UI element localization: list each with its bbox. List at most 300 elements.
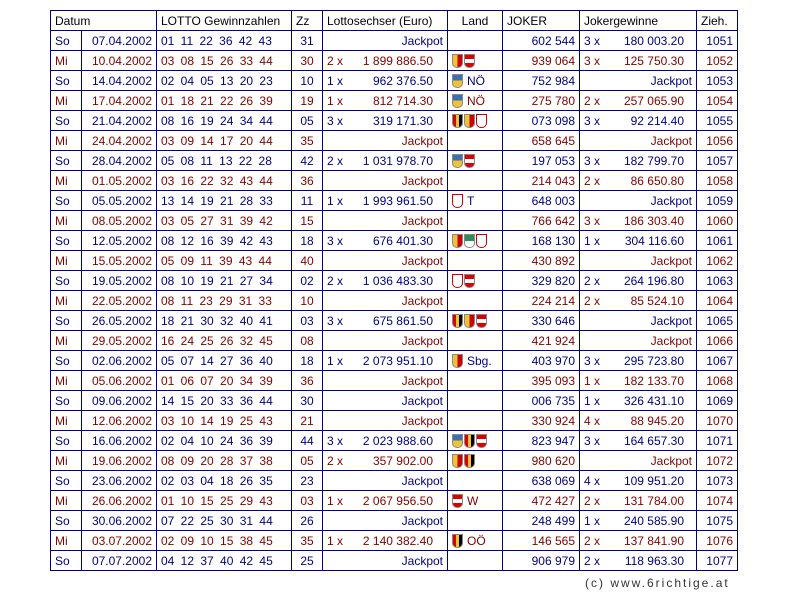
joker-prize-cell <box>580 431 697 451</box>
prize-cell: Jackpot <box>323 291 448 311</box>
state-cell <box>448 151 503 171</box>
joker-winner-count: 1 x <box>584 233 601 248</box>
winning-numbers-cell: 05 08 11 13 22 28 <box>157 151 292 171</box>
joker-prize-amount: 137 841.90 <box>623 533 684 548</box>
winning-numbers-cell: 01 18 21 22 26 39 <box>157 91 292 111</box>
joker-prize-amount: 182 799.70 <box>623 153 684 168</box>
coat-of-arms-icon <box>464 154 475 168</box>
joker-winner-count: 2 x <box>584 273 601 288</box>
coat-of-arms-icon <box>452 74 463 88</box>
weekday-cell: So <box>51 31 82 51</box>
state-label: NÖ <box>467 73 485 88</box>
draw-number-cell: 1068 <box>697 371 738 391</box>
date-cell: 28.04.2002 <box>82 151 157 171</box>
joker-prize-cell <box>580 91 697 111</box>
weekday-cell: So <box>51 191 82 211</box>
prize-amount: 2 073 951.10 <box>362 353 433 368</box>
joker-prize-amount: 86 650.80 <box>630 173 684 188</box>
weekday-cell: Mi <box>51 91 82 111</box>
header-lotto: LOTTO Gewinnzahlen <box>157 11 292 31</box>
joker-winner-count: 4 x <box>584 413 601 428</box>
prize-cell <box>323 151 448 171</box>
joker-prize-amount: 186 303.40 <box>623 213 684 228</box>
state-cell <box>448 331 503 351</box>
draw-number-cell: 1060 <box>697 211 738 231</box>
prize-amount: 812 714.30 <box>372 93 433 108</box>
draw-number-cell: 1055 <box>697 111 738 131</box>
prize-cell <box>323 311 448 331</box>
date-cell: 19.06.2002 <box>82 451 157 471</box>
state-cell <box>448 111 503 131</box>
header-joker: JOKER <box>503 11 580 31</box>
coat-of-arms-icon <box>452 194 463 208</box>
joker-number-cell: 602 544 <box>503 31 580 51</box>
joker-number-cell: 658 645 <box>503 131 580 151</box>
joker-prize-cell <box>580 231 697 251</box>
draw-number-cell: 1077 <box>697 551 738 571</box>
joker-number-cell: 766 642 <box>503 211 580 231</box>
joker-prize-cell <box>580 111 697 131</box>
winning-numbers-cell: 03 05 27 31 39 42 <box>157 211 292 231</box>
table-row <box>51 151 738 171</box>
state-cell <box>448 231 503 251</box>
results-body <box>51 31 738 571</box>
joker-winner-count: 2 x <box>584 173 601 188</box>
state-cell <box>448 191 503 211</box>
winning-numbers-cell: 08 09 20 28 37 38 <box>157 451 292 471</box>
joker-number-cell: 224 214 <box>503 291 580 311</box>
joker-prize-amount: 326 431.10 <box>623 393 684 408</box>
weekday-cell: Mi <box>51 131 82 151</box>
prize-amount: 1 899 886.50 <box>362 53 433 68</box>
winning-numbers-cell: 02 09 10 15 38 45 <box>157 531 292 551</box>
bonus-number-cell: 21 <box>292 411 323 431</box>
winning-numbers-cell: 13 14 19 21 28 33 <box>157 191 292 211</box>
bonus-number-cell: 25 <box>292 551 323 571</box>
prize-cell: Jackpot <box>323 131 448 151</box>
date-cell: 19.05.2002 <box>82 271 157 291</box>
draw-number-cell: 1064 <box>697 291 738 311</box>
weekday-cell: Mi <box>51 531 82 551</box>
draw-number-cell: 1062 <box>697 251 738 271</box>
joker-number-cell: 275 780 <box>503 91 580 111</box>
joker-winner-count: 3 x <box>584 153 601 168</box>
joker-prize-cell <box>580 531 697 551</box>
bonus-number-cell: 05 <box>292 111 323 131</box>
joker-number-cell: 006 735 <box>503 391 580 411</box>
bonus-number-cell: 42 <box>292 151 323 171</box>
joker-winner-count: 2 x <box>584 293 601 308</box>
copyright-footer: (c) www.6richtige.at <box>585 576 730 590</box>
draw-number-cell: 1067 <box>697 351 738 371</box>
state-label: W <box>467 493 479 508</box>
bonus-number-cell: 10 <box>292 291 323 311</box>
bonus-number-cell: 31 <box>292 31 323 51</box>
date-cell: 29.05.2002 <box>82 331 157 351</box>
state-label: Sbg. <box>467 353 492 368</box>
weekday-cell: Mi <box>51 491 82 511</box>
state-label: T <box>467 193 475 208</box>
bonus-number-cell: 36 <box>292 371 323 391</box>
draw-number-cell: 1074 <box>697 491 738 511</box>
joker-prize-cell <box>580 511 697 531</box>
state-cell <box>448 251 503 271</box>
joker-prize-amount: 92 214.40 <box>630 113 684 128</box>
joker-number-cell: 146 565 <box>503 531 580 551</box>
coat-of-arms-icon <box>452 234 463 248</box>
date-cell: 12.05.2002 <box>82 231 157 251</box>
coat-of-arms-icon <box>464 114 475 128</box>
state-cell <box>448 551 503 571</box>
draw-number-cell: 1069 <box>697 391 738 411</box>
joker-prize-amount: 88 945.20 <box>630 413 684 428</box>
prize-amount: 1 036 483.30 <box>362 273 433 288</box>
joker-prize-cell <box>580 271 697 291</box>
bonus-number-cell: 18 <box>292 231 323 251</box>
prize-cell: Jackpot <box>323 511 448 531</box>
weekday-cell: Mi <box>51 331 82 351</box>
date-cell: 07.04.2002 <box>82 31 157 51</box>
winner-count: 1 x <box>327 353 344 368</box>
state-label: OÖ <box>467 533 486 548</box>
date-cell: 24.04.2002 <box>82 131 157 151</box>
winning-numbers-cell: 08 16 19 24 34 44 <box>157 111 292 131</box>
joker-number-cell: 248 499 <box>503 511 580 531</box>
prize-cell <box>323 51 448 71</box>
joker-prize-amount: 240 585.90 <box>623 513 684 528</box>
table-row <box>51 251 738 271</box>
weekday-cell: Mi <box>51 371 82 391</box>
winner-count: 3 x <box>327 233 344 248</box>
joker-number-cell: 197 053 <box>503 151 580 171</box>
coat-of-arms-icon <box>476 314 487 328</box>
prize-cell <box>323 351 448 371</box>
joker-prize-cell <box>580 31 697 51</box>
winner-count: 3 x <box>327 433 344 448</box>
weekday-cell: Mi <box>51 291 82 311</box>
prize-cell <box>323 271 448 291</box>
joker-prize-amount: 164 657.30 <box>623 433 684 448</box>
date-cell: 05.06.2002 <box>82 371 157 391</box>
weekday-cell: So <box>51 431 82 451</box>
date-cell: 09.06.2002 <box>82 391 157 411</box>
coat-of-arms-icon <box>452 534 463 548</box>
table-row <box>51 471 738 491</box>
draw-number-cell: 1066 <box>697 331 738 351</box>
joker-winner-count: 1 x <box>584 513 601 528</box>
prize-cell <box>323 111 448 131</box>
winner-count: 1 x <box>327 93 344 108</box>
joker-winner-count: 1 x <box>584 393 601 408</box>
joker-winner-count: 3 x <box>584 113 601 128</box>
coat-of-arms-icon <box>452 154 463 168</box>
coat-of-arms-icon <box>452 434 463 448</box>
draw-number-cell: 1076 <box>697 531 738 551</box>
winner-count: 3 x <box>327 113 344 128</box>
prize-cell: Jackpot <box>323 411 448 431</box>
prize-amount: 2 067 956.50 <box>362 493 433 508</box>
winning-numbers-cell: 08 12 16 39 42 43 <box>157 231 292 251</box>
joker-prize-cell <box>580 371 697 391</box>
date-cell: 16.06.2002 <box>82 431 157 451</box>
table-row <box>51 371 738 391</box>
joker-number-cell: 168 130 <box>503 231 580 251</box>
draw-number-cell: 1075 <box>697 511 738 531</box>
state-cell <box>448 491 503 511</box>
coat-of-arms-icon <box>476 114 487 128</box>
coat-of-arms-icon <box>464 454 475 468</box>
bonus-number-cell: 30 <box>292 391 323 411</box>
state-cell <box>448 351 503 371</box>
state-cell <box>448 291 503 311</box>
date-cell: 15.05.2002 <box>82 251 157 271</box>
header-zieh: Zieh. <box>697 11 738 31</box>
joker-number-cell: 403 970 <box>503 351 580 371</box>
prize-amount: 1 031 978.70 <box>362 153 433 168</box>
table-row <box>51 351 738 371</box>
table-row <box>51 411 738 431</box>
header-lottosechser: Lottosechser (Euro) <box>323 11 448 31</box>
joker-number-cell: 330 646 <box>503 311 580 331</box>
prize-cell <box>323 191 448 211</box>
draw-number-cell: 1061 <box>697 231 738 251</box>
header-zz: Zz <box>292 11 323 31</box>
joker-number-cell: 073 098 <box>503 111 580 131</box>
joker-prize-amount: 264 196.80 <box>623 273 684 288</box>
date-cell: 17.04.2002 <box>82 91 157 111</box>
table-row <box>51 511 738 531</box>
joker-prize-cell: Jackpot <box>580 251 697 271</box>
draw-number-cell: 1072 <box>697 451 738 471</box>
prize-cell: Jackpot <box>323 31 448 51</box>
table-row <box>51 31 738 51</box>
state-cell <box>448 211 503 231</box>
joker-prize-cell <box>580 351 697 371</box>
joker-winner-count: 2 x <box>584 93 601 108</box>
joker-prize-cell <box>580 211 697 231</box>
winning-numbers-cell: 08 11 23 29 31 33 <box>157 291 292 311</box>
winner-count: 1 x <box>327 533 344 548</box>
state-cell <box>448 371 503 391</box>
weekday-cell: So <box>51 391 82 411</box>
bonus-number-cell: 08 <box>292 331 323 351</box>
winning-numbers-cell: 03 10 14 19 25 43 <box>157 411 292 431</box>
joker-winner-count: 2 x <box>584 553 601 568</box>
state-cell <box>448 451 503 471</box>
winner-count: 2 x <box>327 273 344 288</box>
winning-numbers-cell: 01 11 22 36 42 43 <box>157 31 292 51</box>
joker-number-cell: 330 924 <box>503 411 580 431</box>
table-row <box>51 531 738 551</box>
joker-prize-amount: 295 723.80 <box>623 353 684 368</box>
joker-winner-count: 2 x <box>584 533 601 548</box>
coat-of-arms-icon <box>452 114 463 128</box>
joker-number-cell: 906 979 <box>503 551 580 571</box>
prize-amount: 676 401.30 <box>372 233 433 248</box>
table-row <box>51 211 738 231</box>
winning-numbers-cell: 02 03 04 18 26 35 <box>157 471 292 491</box>
bonus-number-cell: 03 <box>292 491 323 511</box>
joker-winner-count: 1 x <box>584 373 601 388</box>
bonus-number-cell: 03 <box>292 311 323 331</box>
bonus-number-cell: 44 <box>292 431 323 451</box>
date-cell: 26.06.2002 <box>82 491 157 511</box>
prize-cell <box>323 531 448 551</box>
coat-of-arms-icon <box>464 54 475 68</box>
coat-of-arms-icon <box>476 234 487 248</box>
joker-number-cell: 638 069 <box>503 471 580 491</box>
table-row <box>51 451 738 471</box>
table-row <box>51 551 738 571</box>
winning-numbers-cell: 04 12 37 40 42 45 <box>157 551 292 571</box>
date-cell: 10.04.2002 <box>82 51 157 71</box>
joker-prize-cell: Jackpot <box>580 331 697 351</box>
joker-prize-cell <box>580 551 697 571</box>
bonus-number-cell: 36 <box>292 171 323 191</box>
date-cell: 07.07.2002 <box>82 551 157 571</box>
joker-number-cell: 980 620 <box>503 451 580 471</box>
joker-prize-amount: 180 003.20 <box>623 33 684 48</box>
weekday-cell: So <box>51 511 82 531</box>
table-row <box>51 331 738 351</box>
draw-number-cell: 1057 <box>697 151 738 171</box>
table-row <box>51 391 738 411</box>
joker-winner-count: 3 x <box>584 353 601 368</box>
date-cell: 02.06.2002 <box>82 351 157 371</box>
bonus-number-cell: 35 <box>292 531 323 551</box>
winning-numbers-cell: 02 04 10 24 36 39 <box>157 431 292 451</box>
prize-cell: Jackpot <box>323 171 448 191</box>
table-row <box>51 51 738 71</box>
header-jokergewinne: Jokergewinne <box>580 11 697 31</box>
coat-of-arms-icon <box>464 234 475 248</box>
weekday-cell: Mi <box>51 251 82 271</box>
draw-number-cell: 1052 <box>697 51 738 71</box>
bonus-number-cell: 19 <box>292 91 323 111</box>
joker-number-cell: 421 924 <box>503 331 580 351</box>
winner-count: 1 x <box>327 73 344 88</box>
bonus-number-cell: 35 <box>292 131 323 151</box>
date-cell: 14.04.2002 <box>82 71 157 91</box>
winning-numbers-cell: 03 09 14 17 20 44 <box>157 131 292 151</box>
date-cell: 08.05.2002 <box>82 211 157 231</box>
draw-number-cell: 1059 <box>697 191 738 211</box>
joker-prize-cell: Jackpot <box>580 131 697 151</box>
winning-numbers-cell: 16 24 25 26 32 45 <box>157 331 292 351</box>
winning-numbers-cell: 08 10 19 21 27 34 <box>157 271 292 291</box>
table-row <box>51 291 738 311</box>
prize-cell <box>323 71 448 91</box>
table-row <box>51 111 738 131</box>
weekday-cell: So <box>51 151 82 171</box>
state-cell <box>448 31 503 51</box>
winning-numbers-cell: 07 22 25 30 31 44 <box>157 511 292 531</box>
date-cell: 05.05.2002 <box>82 191 157 211</box>
joker-number-cell: 752 984 <box>503 71 580 91</box>
winning-numbers-cell: 05 09 11 39 43 44 <box>157 251 292 271</box>
draw-number-cell: 1053 <box>697 71 738 91</box>
state-cell <box>448 131 503 151</box>
joker-number-cell: 823 947 <box>503 431 580 451</box>
joker-number-cell: 395 093 <box>503 371 580 391</box>
joker-prize-amount: 131 784.00 <box>623 493 684 508</box>
table-row <box>51 71 738 91</box>
header-datum: Datum <box>51 11 157 31</box>
joker-prize-cell: Jackpot <box>580 311 697 331</box>
prize-cell: Jackpot <box>323 251 448 271</box>
prize-cell: Jackpot <box>323 551 448 571</box>
joker-prize-amount: 109 951.20 <box>623 473 684 488</box>
joker-winner-count: 4 x <box>584 473 601 488</box>
winning-numbers-cell: 14 15 20 33 36 44 <box>157 391 292 411</box>
joker-prize-cell <box>580 151 697 171</box>
joker-prize-amount: 304 116.60 <box>624 233 684 248</box>
table-row <box>51 171 738 191</box>
joker-prize-cell: Jackpot <box>580 451 697 471</box>
weekday-cell: So <box>51 551 82 571</box>
date-cell: 03.07.2002 <box>82 531 157 551</box>
state-cell <box>448 471 503 491</box>
bonus-number-cell: 40 <box>292 251 323 271</box>
coat-of-arms-icon <box>452 274 463 288</box>
state-cell <box>448 391 503 411</box>
draw-number-cell: 1073 <box>697 471 738 491</box>
prize-cell: Jackpot <box>323 371 448 391</box>
state-cell <box>448 91 503 111</box>
table-row <box>51 91 738 111</box>
coat-of-arms-icon <box>464 434 475 448</box>
table-row <box>51 271 738 291</box>
state-cell <box>448 531 503 551</box>
coat-of-arms-icon <box>452 314 463 328</box>
draw-number-cell: 1058 <box>697 171 738 191</box>
joker-winner-count: 2 x <box>584 493 601 508</box>
table-row <box>51 231 738 251</box>
joker-number-cell: 329 820 <box>503 271 580 291</box>
weekday-cell: So <box>51 271 82 291</box>
date-cell: 01.05.2002 <box>82 171 157 191</box>
draw-number-cell: 1070 <box>697 411 738 431</box>
joker-prize-amount: 182 133.70 <box>623 373 684 388</box>
weekday-cell: Mi <box>51 451 82 471</box>
winner-count: 1 x <box>327 493 344 508</box>
draw-number-cell: 1051 <box>697 31 738 51</box>
joker-prize-cell <box>580 411 697 431</box>
prize-amount: 1 993 961.50 <box>362 193 433 208</box>
prize-cell <box>323 231 448 251</box>
joker-prize-amount: 118 963.30 <box>624 553 684 568</box>
prize-amount: 357 902.00 <box>372 453 433 468</box>
draw-number-cell: 1063 <box>697 271 738 291</box>
prize-amount: 962 376.50 <box>372 73 433 88</box>
winning-numbers-cell: 05 07 14 27 36 40 <box>157 351 292 371</box>
winner-count: 2 x <box>327 453 344 468</box>
coat-of-arms-icon <box>452 54 463 68</box>
joker-number-cell: 430 892 <box>503 251 580 271</box>
joker-number-cell: 648 003 <box>503 191 580 211</box>
winner-count: 3 x <box>327 313 344 328</box>
joker-number-cell: 939 064 <box>503 51 580 71</box>
state-label: NÖ <box>467 93 485 108</box>
lotto-results-table <box>50 10 738 571</box>
date-cell: 21.04.2002 <box>82 111 157 131</box>
prize-amount: 675 861.50 <box>372 313 433 328</box>
bonus-number-cell: 05 <box>292 451 323 471</box>
prize-cell: Jackpot <box>323 391 448 411</box>
joker-prize-cell: Jackpot <box>580 71 697 91</box>
joker-prize-cell <box>580 171 697 191</box>
coat-of-arms-icon <box>464 314 475 328</box>
